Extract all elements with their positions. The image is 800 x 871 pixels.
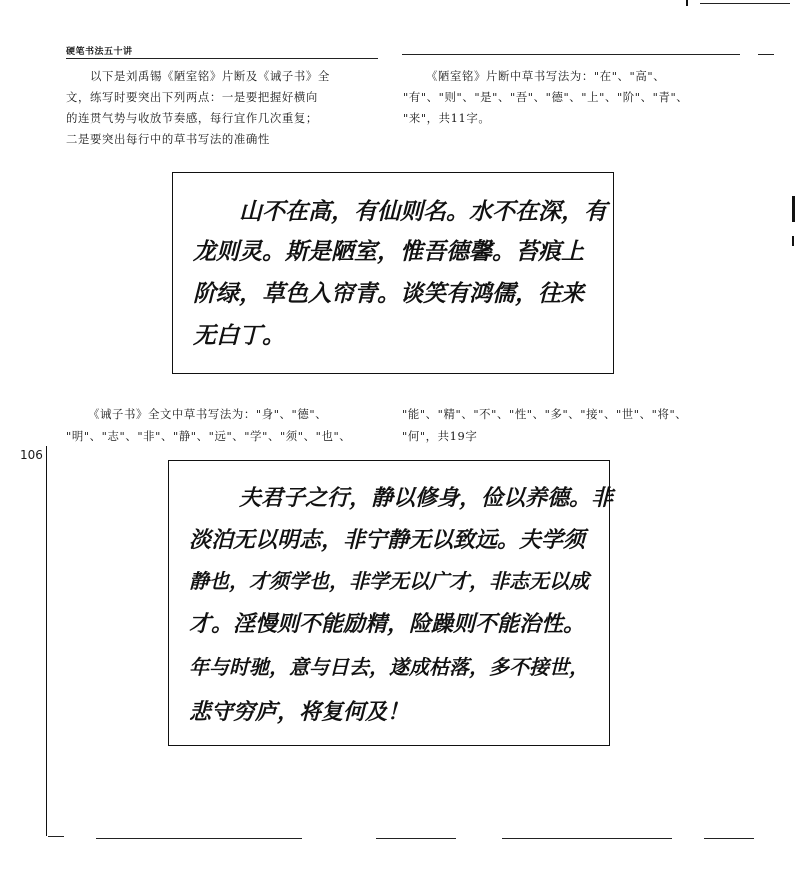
caption-left-line: 《诫子书》全文中草书写法为："身"、"德"、 [88,407,328,421]
header-rule-right-short [758,54,774,55]
left-margin-line [46,446,47,836]
intro-left-line: 文，练写时要突出下列两点：一是要把握好横向 [66,90,318,104]
margin-mark [792,236,794,246]
page-number: 106 [20,448,43,462]
intro-left-line: 二是要突出每行中的草书写法的准确性 [66,132,270,146]
handwriting-line: 淡泊无以明志，非宁静无以致远。夫学须 [189,527,586,553]
caption-left-line: "明"、"志"、"非"、"静"、"远"、"学"、"须"、"也"、 [66,429,352,443]
intro-left-line: 的连贯气势与收放节奏感，每行宜作几次重复； [66,111,318,125]
header-rule-left [66,58,378,59]
footer-rule-right [502,838,672,839]
footer-rule-far-right [704,838,754,839]
intro-right-line: "有"、"则"、"是"、"吾"、"德"、"上"、"阶"、"青"、 [403,90,689,104]
intro-left-line: 以下是刘禹锡《陋室铭》片断及《诫子书》全 [90,69,330,83]
footer-rule-center [376,838,456,839]
handwriting-line: 静也，才须学也，非学无以广才，非志无以成 [189,569,589,593]
header-rule-right [402,54,740,55]
handwriting-line: 年与时驰，意与日去，遂成枯落，多不接世， [189,655,589,679]
intro-right-line: 《陋室铭》片断中草书写法为："在"、"高"、 [426,69,666,83]
handwriting-line: 山不在高，有仙则名。水不在深，有 [239,198,607,225]
handwriting-line: 龙则灵。斯是陋室，惟吾德馨。苔痕上 [193,238,584,265]
margin-mark [792,196,795,222]
footer-rule-mid [96,838,302,839]
footer-rule-left [48,836,64,837]
running-title: 硬笔书法五十讲 [66,47,133,57]
handwriting-line: 夫君子之行，静以修身，俭以养德。非 [239,485,614,511]
handwriting-line: 才。淫慢则不能励精，险躁则不能治性。 [189,611,586,637]
handwriting-line: 无白丁。 [193,322,285,349]
intro-right-line: "来"，共11字。 [403,111,491,125]
caption-right-line: "何"，共19字 [402,429,478,443]
handwriting-line: 悲守穷庐，将复何及！ [189,699,410,725]
top-corner-rule [700,3,790,4]
handwriting-panel-loushiming [172,172,614,374]
top-corner-tick [686,0,688,6]
caption-right-line: "能"、"精"、"不"、"性"、"多"、"接"、"世"、"将"、 [402,407,688,421]
handwriting-panel-jiezishu [168,460,614,746]
handwriting-line: 阶绿，草色入帘青。谈笑有鸿儒，往来 [193,280,584,307]
